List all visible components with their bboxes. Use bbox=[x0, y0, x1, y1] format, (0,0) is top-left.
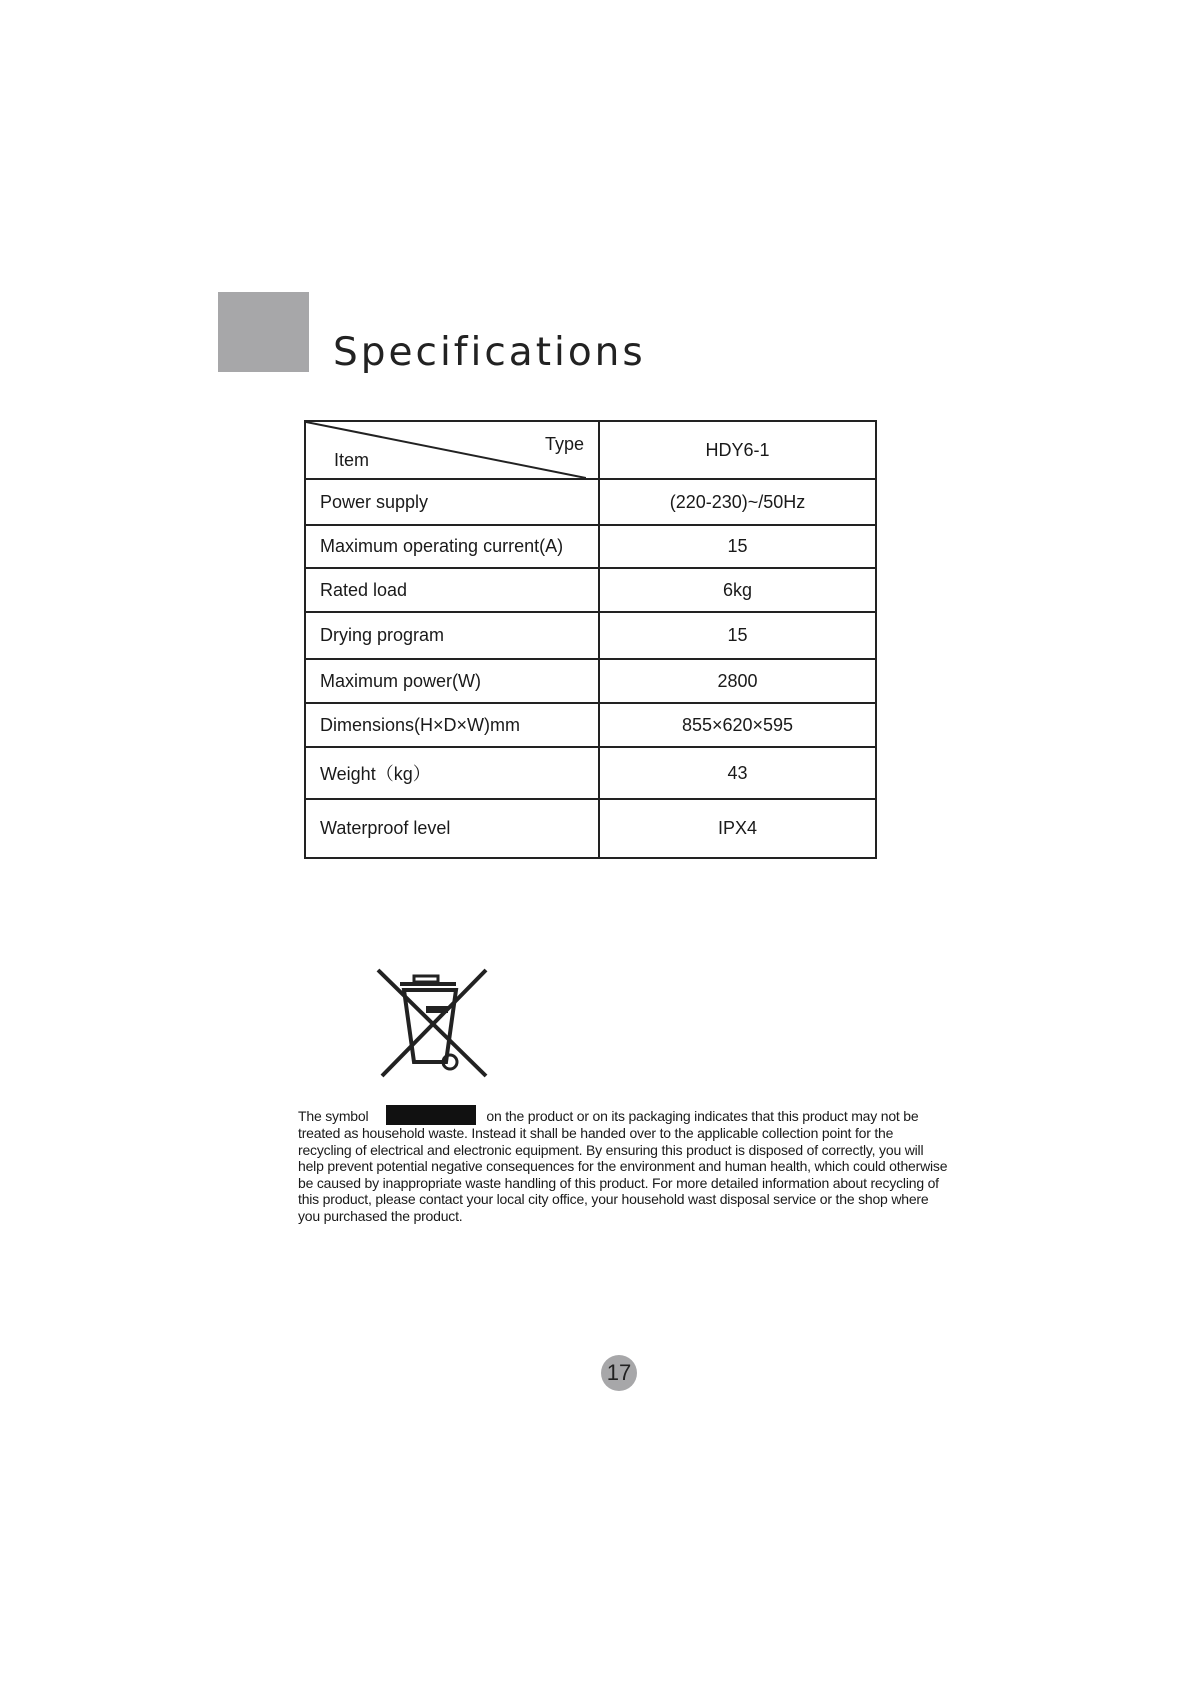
row-item: Power supply bbox=[305, 479, 599, 525]
row-item: Drying program bbox=[305, 612, 599, 659]
table-row bbox=[305, 747, 876, 799]
crossed-out-wheelie-bin-icon bbox=[376, 966, 488, 1078]
row-item: Waterproof level bbox=[305, 799, 599, 858]
row-item: Weight（kg） bbox=[305, 747, 599, 799]
page-title: Specifications bbox=[333, 330, 646, 375]
row-item: Rated load bbox=[305, 568, 599, 612]
type-label: Type bbox=[544, 434, 584, 454]
model-cell: HDY6-1 bbox=[599, 421, 876, 479]
row-value: 6kg bbox=[599, 568, 876, 612]
specifications-table bbox=[304, 420, 877, 859]
row-item: Dimensions(H×D×W)mm bbox=[305, 703, 599, 747]
page-number: 17 bbox=[601, 1355, 637, 1391]
section-marker bbox=[218, 292, 309, 372]
header-diagonal-cell bbox=[305, 421, 599, 479]
table-row bbox=[305, 799, 876, 858]
table-row bbox=[305, 479, 876, 525]
row-value: 43 bbox=[599, 747, 876, 799]
table-row bbox=[305, 525, 876, 568]
notice-text-before: The symbol bbox=[298, 1108, 369, 1124]
row-value: 855×620×595 bbox=[599, 703, 876, 747]
table-row bbox=[305, 703, 876, 747]
table-row bbox=[305, 612, 876, 659]
table-row bbox=[305, 568, 876, 612]
row-value: 15 bbox=[599, 525, 876, 568]
row-item: Maximum operating current(A) bbox=[305, 525, 599, 568]
table-header-row bbox=[305, 421, 876, 479]
notice-text-after: on the product or on its packaging indicates that this product may not be treated as household waste. Instead it shall be handed over to the applicable collection point for the recycling of electrical and electronic equipment. By ensuring this product is disposed of correctly, you will help prevent potential negative consequences for the environment and human health, which could otherwise be caused by inappropriate waste handling of this product. For more detailed information about recycling of this product, please contact your local city office, your household wast disposal service or the shop where you purchased the product. bbox=[298, 1108, 948, 1224]
table-row bbox=[305, 659, 876, 703]
black-bar-symbol bbox=[386, 1105, 476, 1125]
row-value: IPX4 bbox=[599, 799, 876, 858]
row-value: (220-230)~/50Hz bbox=[599, 479, 876, 525]
row-value: 2800 bbox=[599, 659, 876, 703]
row-item: Maximum power(W) bbox=[305, 659, 599, 703]
item-label: Item bbox=[334, 450, 370, 470]
disposal-notice bbox=[298, 1105, 948, 1224]
row-value: 15 bbox=[599, 612, 876, 659]
